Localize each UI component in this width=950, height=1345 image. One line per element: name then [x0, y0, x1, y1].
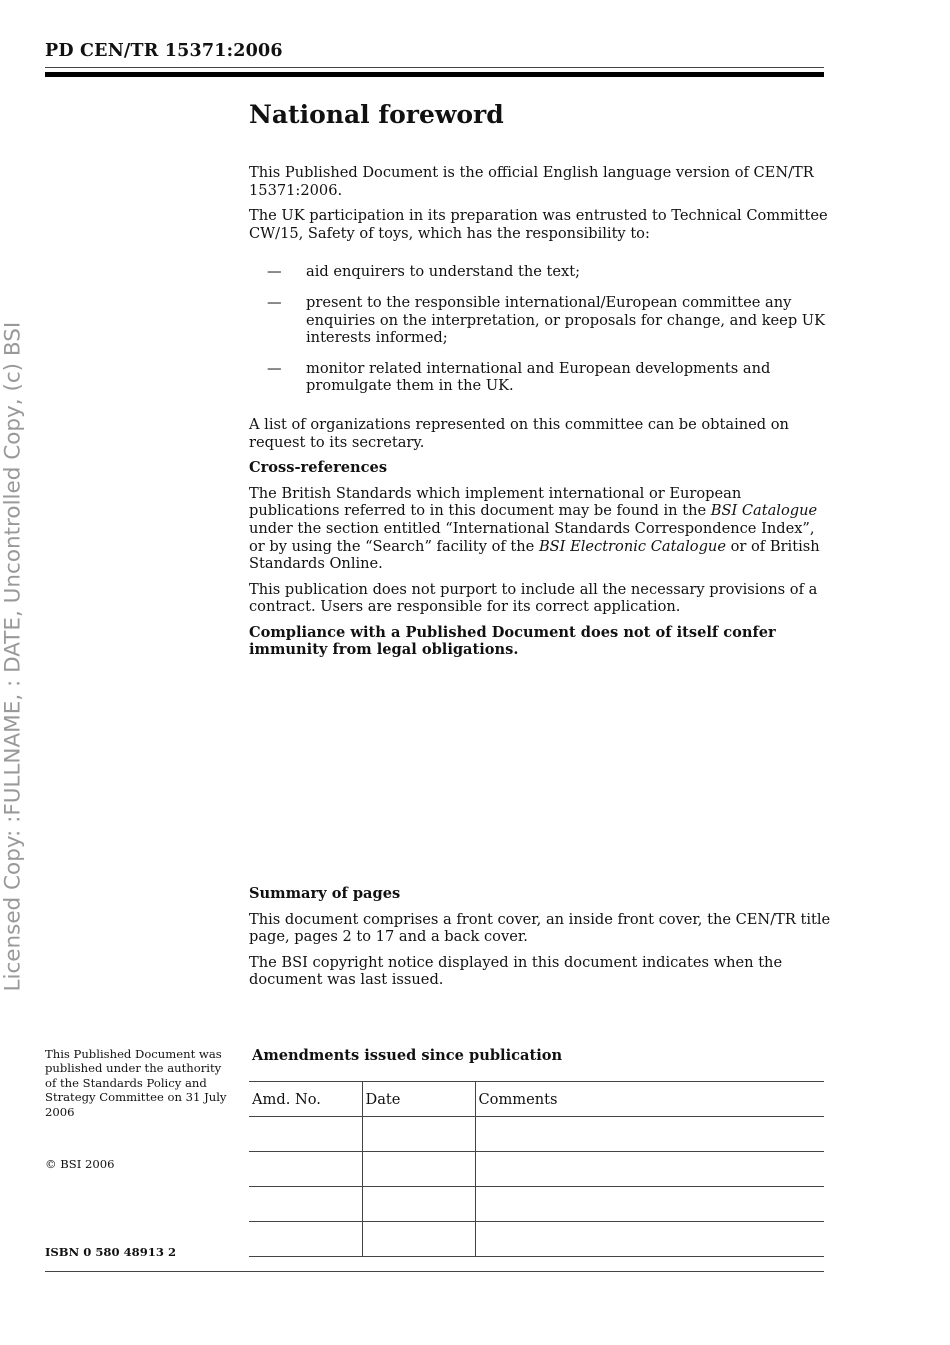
table-cell — [249, 1187, 362, 1222]
table-cell — [475, 1222, 824, 1257]
table-cell — [362, 1117, 475, 1152]
table-cell — [362, 1152, 475, 1187]
amendments-title: Amendments issued since publication — [252, 1047, 563, 1064]
column-header-comments: Comments — [475, 1082, 824, 1117]
table-cell — [475, 1152, 824, 1187]
table-cell — [475, 1117, 824, 1152]
list-item: — present to the responsible international/European committee any enquiries on the interpretation, or proposals for change, and keep UK interests informed; — [267, 293, 826, 347]
table-cell — [249, 1117, 362, 1152]
paragraph-copyright-notice: The BSI copyright notice displayed in this document indicates when the document was last issued. — [249, 953, 783, 989]
list-item: — monitor related international and European developments and promulgate them in the UK. — [267, 359, 771, 395]
amendments-table — [249, 1081, 824, 1257]
table-cell — [249, 1152, 362, 1187]
isbn: ISBN 0 580 48913 2 — [45, 1245, 177, 1259]
table-cell — [249, 1222, 362, 1257]
table-header-row — [249, 1082, 824, 1117]
table-cell — [362, 1222, 475, 1257]
column-header-date: Date — [362, 1082, 475, 1117]
paragraph-british-standards: The British Standards which implement international or European publications referred to in this document may be found in the BSI Catalogue under the section entitled “International Standards Correspondence Index”, or by using the “Search” facility of the BSI Electronic Catalogue or of British Standards Online. — [249, 484, 820, 573]
paragraph-official-version: This Published Document is the official English language version of CEN/TR 15371:2006. — [249, 164, 814, 199]
table-row — [249, 1117, 824, 1152]
paragraph-provisions: This publication does not purport to include all the necessary provisions of a contract. Users are responsible for its correct application. — [249, 580, 818, 616]
page-title: National foreword — [249, 100, 504, 129]
paragraph-uk-participation: The UK participation in its preparation was entrusted to Technical Committee CW/15, Safety of toys, which has the responsibility to: — [249, 207, 828, 242]
table-cell — [475, 1187, 824, 1222]
summary-section — [249, 885, 834, 997]
table-row — [249, 1187, 824, 1222]
header-rule-thick — [45, 72, 824, 77]
table-cell — [362, 1187, 475, 1222]
heading-cross-references: Cross-references — [249, 459, 388, 477]
table-row — [249, 1152, 824, 1187]
list-item: — aid enquirers to understand the text; — [267, 263, 581, 281]
license-watermark: Licensed Copy: :FULLNAME, : DATE, Uncontrolled Copy, (c) BSI — [0, 321, 26, 992]
paragraph-page-summary: This document comprises a front cover, an inside front cover, the CEN/TR title page, pages 2 to 17 and a back cover. — [249, 910, 831, 946]
publication-authority-note: This Published Document was published under the authority of the Standards Policy and Strategy Committee on 31 July 2006 — [45, 1047, 227, 1119]
foreword-body — [249, 164, 834, 667]
paragraph-compliance: Compliance with a Published Document does not of itself confer immunity from legal obligations. — [249, 623, 776, 659]
column-header-amd-no: Amd. No. — [249, 1082, 362, 1117]
table-row — [249, 1222, 824, 1257]
responsibilities-list — [249, 263, 834, 395]
copyright-line: © BSI 2006 — [45, 1157, 115, 1171]
footer-rule — [45, 1271, 824, 1272]
document-id: PD CEN/TR 15371:2006 — [45, 41, 283, 61]
header-rule-thin — [45, 67, 824, 68]
paragraph-organizations: A list of organizations represented on this committee can be obtained on request to its secretary. — [249, 415, 789, 451]
heading-summary-of-pages: Summary of pages — [249, 885, 401, 902]
